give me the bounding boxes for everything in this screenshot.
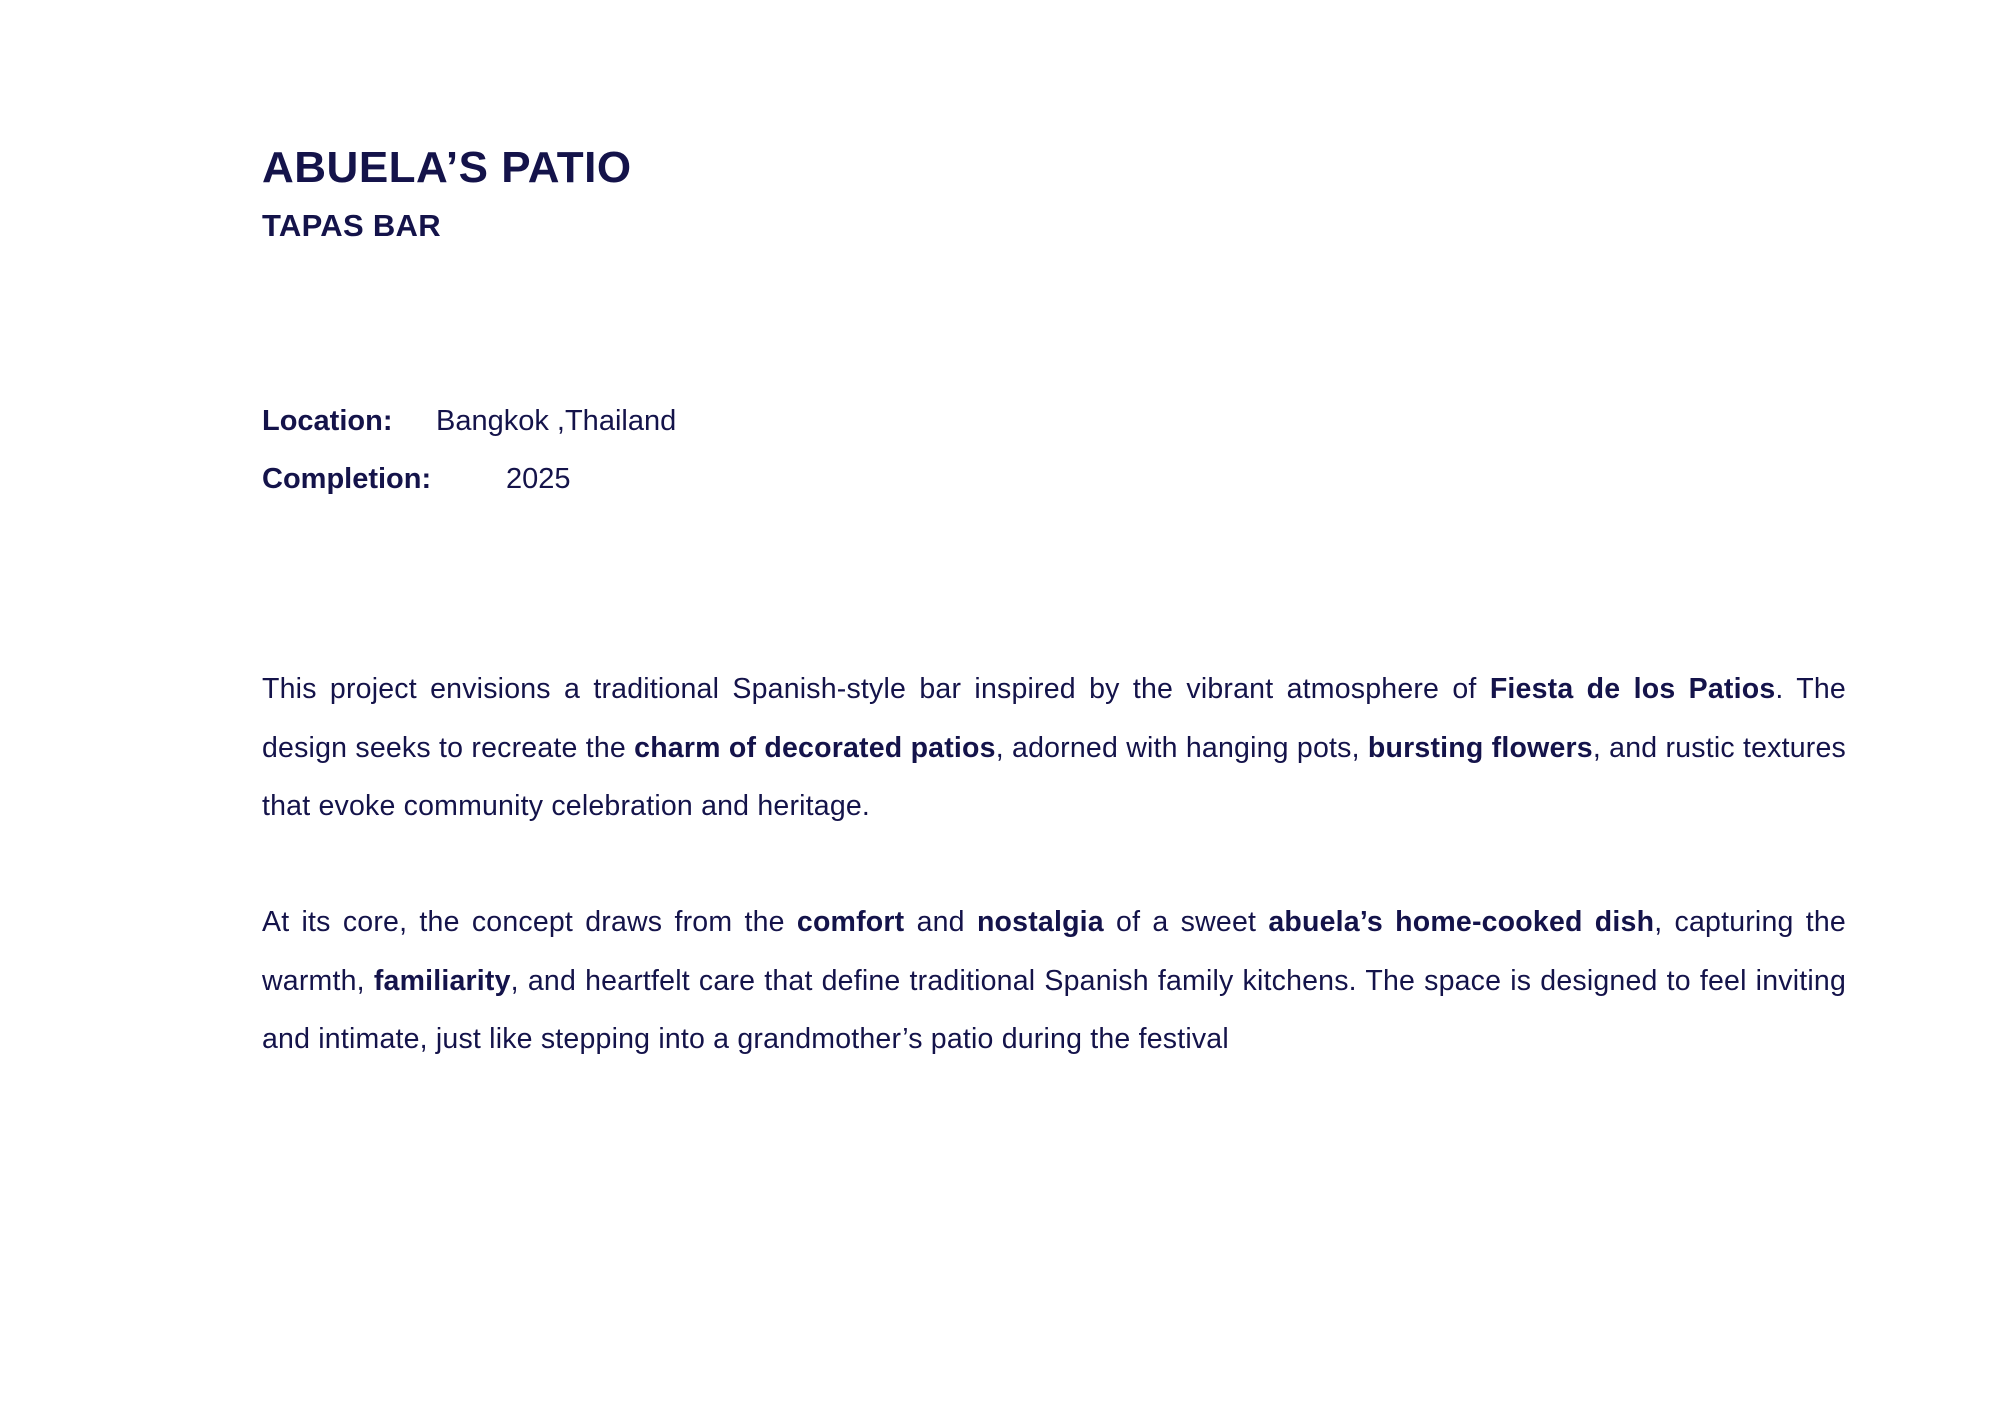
highlight-text: abuela’s home-cooked dish xyxy=(1268,906,1655,938)
paragraph-text: , and rustic textures that evoke community celebration and heritage. xyxy=(262,731,1846,822)
paragraph-text: of a sweet xyxy=(1103,906,1269,938)
description-paragraph-1 xyxy=(262,660,1846,836)
highlight-text: Fiesta de los Patios xyxy=(1489,673,1776,705)
description-paragraph-2 xyxy=(262,893,1846,1069)
location-value: Bangkok ,Thailand xyxy=(436,405,677,437)
highlight-text: charm of decorated patios xyxy=(634,731,996,764)
highlight-text: bursting flowers xyxy=(1367,731,1593,764)
completion-label: Completion: xyxy=(262,463,432,495)
paragraph-text: , capturing the warmth, xyxy=(262,906,1846,997)
paragraph-text: , adorned with hanging pots, xyxy=(995,731,1368,764)
location-row xyxy=(262,401,676,441)
project-subtitle: TAPAS BAR xyxy=(262,208,441,243)
paragraph-text: This project envisions a traditional Spanish-style bar inspired by the vibrant atmosphere of xyxy=(262,673,1490,705)
completion-value: 2025 xyxy=(506,463,571,495)
highlight-text: familiarity xyxy=(373,964,511,997)
project-title: ABUELA’S PATIO xyxy=(262,143,632,192)
paragraph-text: At its core, the concept draws from the xyxy=(262,906,797,938)
completion-row xyxy=(262,459,571,499)
paragraph-text: and xyxy=(904,906,977,938)
highlight-text: nostalgia xyxy=(976,906,1104,938)
location-label: Location: xyxy=(262,405,393,437)
paragraph-text: . The design seeks to recreate the xyxy=(262,673,1846,764)
paragraph-text: , and heartfelt care that define traditional Spanish family kitchens. The space is designed to feel inviting and intimate, just like stepping into a grandmother’s patio during the festival xyxy=(262,964,1846,1055)
highlight-text: comfort xyxy=(796,906,905,938)
